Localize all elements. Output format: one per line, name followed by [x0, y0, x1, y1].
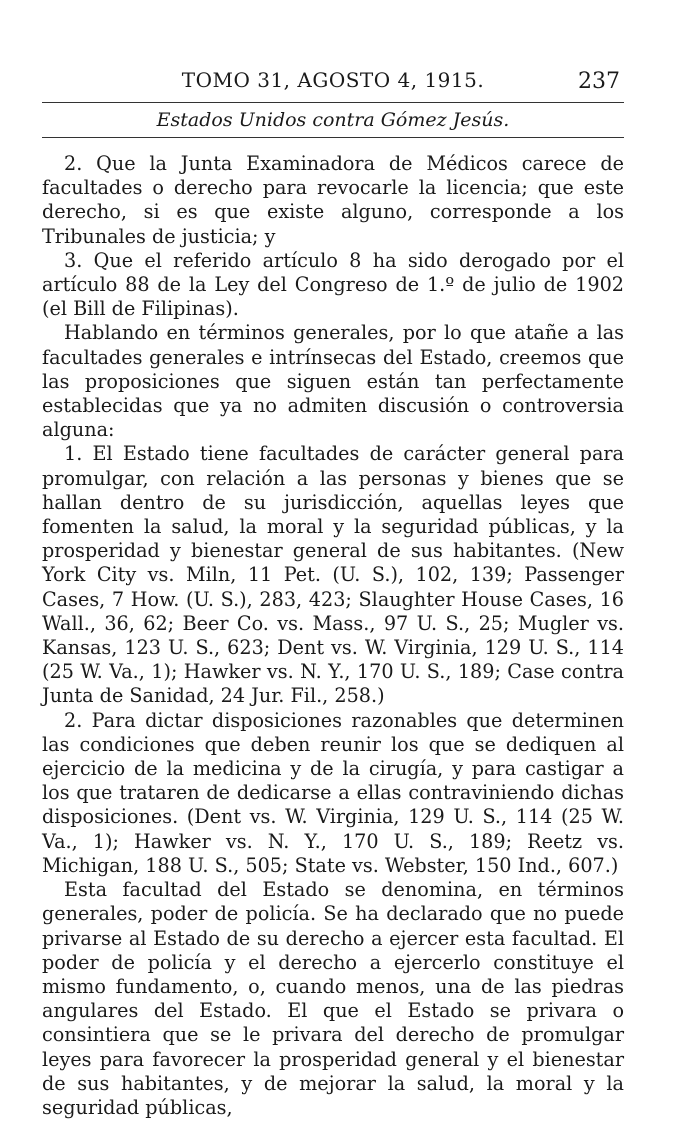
running-title: TOMO 31, AGOSTO 4, 1915. [181, 68, 485, 92]
page [42, 68, 624, 1120]
paragraph: 2. Que la Junta Examinadora de Médicos carece de facultades o derecho para revocarle la licencia; que este derecho, si es que existe alguno, corresponde a los Tribunales de justicia; y [42, 152, 624, 248]
running-head [42, 68, 624, 102]
paragraph: 3. Que el referido artículo 8 ha sido derogado por el artículo 88 de la Ley del Congreso de 1.º de julio de 1902 (el Bill de Filipinas). [42, 248, 624, 321]
paragraph: 1. El Estado tiene facultades de carácter general para promulgar, con relación a las personas y bienes que se hallan dentro de su jurisdicción, aquellas leyes que fomenten la salud, la moral y la seguridad públicas, y la prosperidad y bienestar general de sus habitantes. (New York City vs. Miln, 11 Pet. (U. S.), 102, 139; Passenger Cases, 7 How. (U. S.), 283, 423; Slaughter House Cases, 16 Wall., 36, 62; Beer Co. vs. Mass., 97 U. S., 25; Mugler vs. Kansas, 123 U. S., 623; Dent vs. W. Virginia, 129 U. S., 114 (25 W. Va., 1); Hawker vs. N. Y., 170 U. S., 189; Case contra Junta de Sanidad, 24 Jur. Fil., 258.) [42, 442, 624, 708]
header-rule-bottom [42, 137, 624, 138]
page-number: 237 [578, 69, 620, 94]
paragraph: Esta facultad del Estado se denomina, en términos generales, poder de policía. Se ha declarado que no puede privarse al Estado de su derecho a ejercer esta facultad. El poder de policía y el derecho a ejercerlo constituye el mismo fundamento, o, cuando menos, una de las piedras angulares del Estado. El que el Estado se privara o consintiera que se le privara del derecho de promulgar leyes para favorecer la prosperidad general y el bienestar de sus habitantes, y de mejorar la salud, la moral y la seguridad públicas, [42, 878, 624, 1119]
paragraph: Hablando en términos generales, por lo que atañe a las facultades generales e intrínsecas del Estado, creemos que las proposiciones que siguen están tan perfectamente establecidas que ya no admiten discusión o controversia alguna: [42, 321, 624, 442]
case-title: Estados Unidos contra Gómez Jesús. [156, 109, 510, 131]
paragraph: 2. Para dictar disposiciones razonables que determinen las condiciones que deben reunir los que se dediquen al ejercicio de la medicina y de la cirugía, y para castigar a los que trataren de dedicarse a ellas contraviniendo dichas disposiciones. (Dent vs. W. Virginia, 129 U. S., 114 (25 W. Va., 1); Hawker vs. N. Y., 170 U. S., 189; Reetz vs. Michigan, 188 U. S., 505; State vs. Webster, 150 Ind., 607.) [42, 708, 624, 877]
body-text [42, 152, 624, 1120]
